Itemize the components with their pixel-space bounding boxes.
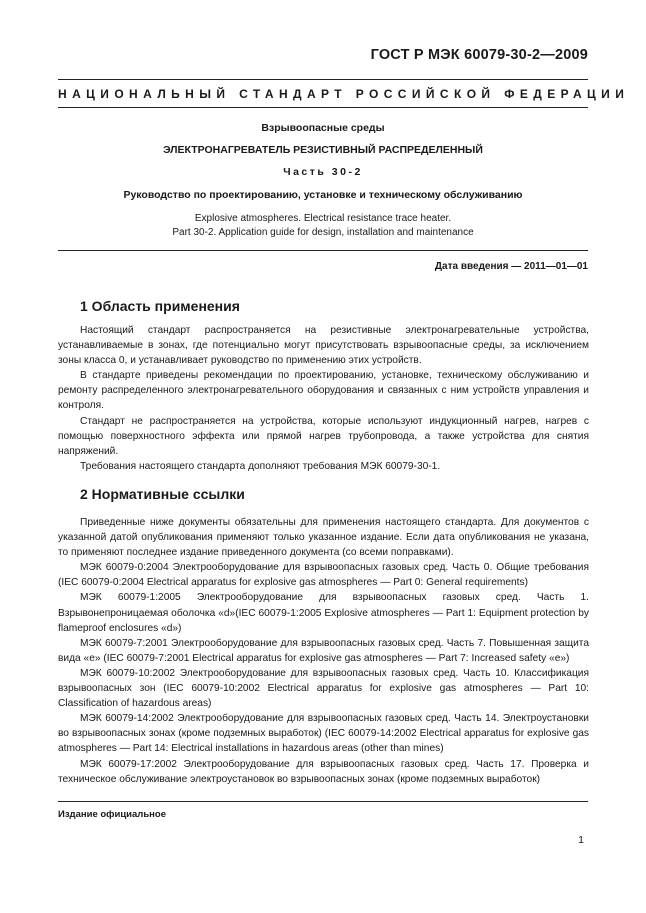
section-2-heading: 2 Нормативные ссылки — [80, 486, 245, 502]
section-1-body — [58, 323, 589, 474]
page-number: 1 — [578, 834, 584, 846]
subtitle: Руководство по проектированию, установке и техническому обслуживанию — [123, 189, 523, 201]
introduction-date: Дата введения — 2011—01—01 — [434, 261, 588, 272]
title-rule — [58, 250, 588, 251]
reference-item: МЭК 60079-17:2002 Электрооборудование для взрывоопасных газовых сред. Часть 17. Проверка и техническое обслуживание электроустановок во взрывоопасных зонах (кроме подземных выработок) — [58, 758, 589, 785]
top-rule — [58, 79, 588, 80]
part-label: Часть 30-2 — [283, 166, 363, 178]
reference-item: МЭК 60079-1:2005 Электрооборудование для взрывоопасных газовых сред. Часть 1. Взрывонепроницаемая оболочка «d»(IEC 60079-1:2005 Explosive atmospheres — Part 1: Equipment protection by flameproof enclosures «d») — [58, 592, 589, 634]
paragraph: Стандарт не распространяется на устройства, которые используют индукционный нагрев, нагрев с помощью поверхностного эффекта или прямой нагрев трубопровода, а также устройства для снятия напряжений. — [58, 415, 589, 457]
official-edition-note: Издание официальное — [58, 809, 166, 820]
english-title-line-1: Explosive atmospheres. Electrical resistance trace heater. — [194, 213, 452, 224]
paragraph: Настоящий стандарт распространяется на резистивные электронагревательные устройства, устанавливаемые в зонах, где потенциально могут присутствовать взрывоопасные среды, за исключением зоны класса 0, и устанавливает руководство по применению этих устройств. — [58, 325, 589, 367]
paragraph: Требования настоящего стандарта дополняют требования МЭК 60079-30-1. — [80, 460, 441, 472]
reference-item: МЭК 60079-0:2004 Электрооборудование для взрывоопасных газовых сред. Часть 0. Общие требования (IEC 60079-0:2004 Electrical apparatus for explosive gas atmospheres — Part 0: General requirements) — [58, 562, 589, 589]
title-line-2: ЭЛЕКТРОНАГРЕВАТЕЛЬ РЕЗИСТИВНЫЙ РАСПРЕДЕЛЕННЫЙ — [163, 144, 483, 156]
footer-rule — [58, 801, 588, 802]
reference-item: МЭК 60079-14:2002 Электрооборудование для взрывоопасных газовых сред. Часть 14. Электроустановки во взрывоопасных зонах (кроме подземных выработок) (IEC 60079-14:2002 Electrical apparatus for explosive gas atmospheres — Part 14: Electrical installations in hazardous areas (other than mines) — [58, 713, 589, 755]
reference-item: МЭК 60079-7:2001 Электрооборудование для взрывоопасных газовых сред. Часть 7. Повышенная защита вида «е» (IEC 60079-7:2001 Electrical apparatus for explosive gas atmospheres — Part 7: Increased safety «е») — [58, 637, 589, 664]
english-title-line-2: Part 30-2. Application guide for design, installation and maintenance — [172, 227, 474, 238]
reference-item: МЭК 60079-10:2002 Электрооборудование для взрывоопасных газовых сред. Часть 10. Классификация взрывоопасных зон (IEC 60079-10:2002 Electrical apparatus for explosive gas atmospheres — Part 10: Classification of hazardous areas) — [58, 667, 589, 710]
title-line-1: Взрывоопасные среды — [261, 122, 385, 134]
paragraph: В стандарте приведены рекомендации по проектированию, установке, техническому обслуживанию и ремонту распределенного электронагревательного оборудования и связанных с ним устройств управления и контроля. — [58, 370, 589, 412]
paragraph: Приведенные ниже документы обязательны для применения настоящего стандарта. Для документов с указанной датой опубликования применяют только указанное издание. Если дата опубликования не указана, то применяют последнее издание приведенного документа (со всеми поправками). — [58, 517, 589, 559]
banner-rule — [58, 107, 588, 108]
document-code: ГОСТ Р МЭК 60079-30-2—2009 — [370, 47, 588, 63]
section-1-heading: 1 Область применения — [80, 298, 240, 314]
national-standard-banner: НАЦИОНАЛЬНЫЙ СТАНДАРТ РОССИЙСКОЙ ФЕДЕРАЦИИ — [58, 87, 630, 101]
section-2-body — [58, 515, 589, 787]
